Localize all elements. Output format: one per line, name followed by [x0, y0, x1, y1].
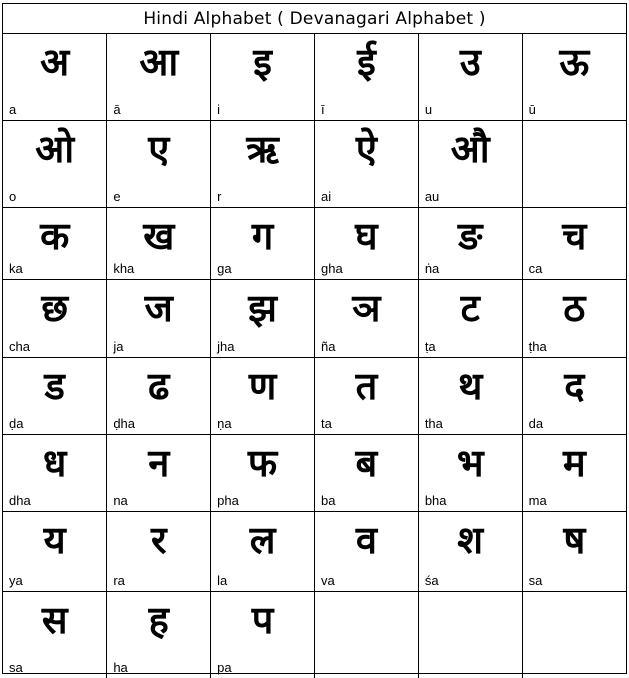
letter-cell — [3, 435, 107, 512]
devanagari-letter: ल — [211, 518, 314, 562]
letter-cell — [3, 121, 107, 208]
letter-cell — [3, 280, 107, 358]
devanagari-letter: थ — [419, 364, 522, 408]
transliteration: ū — [529, 102, 536, 117]
letter-cell — [211, 280, 315, 358]
transliteration: ā — [113, 102, 120, 117]
letter-cell — [418, 592, 522, 678]
devanagari-letter: स — [3, 598, 106, 642]
letter-cell — [3, 512, 107, 592]
letter-cell — [522, 280, 626, 358]
transliteration: ḍa — [9, 416, 23, 431]
transliteration: ra — [113, 573, 125, 588]
devanagari-letter: घ — [315, 214, 418, 258]
transliteration: ha — [113, 660, 127, 675]
letter-cell — [418, 435, 522, 512]
devanagari-letter: झ — [211, 286, 314, 330]
transliteration: ca — [529, 261, 543, 276]
letter-cell — [211, 34, 315, 121]
devanagari-letter: फ — [211, 441, 314, 485]
letter-cell — [522, 592, 626, 678]
devanagari-letter: अ — [3, 40, 106, 84]
letter-cell — [418, 358, 522, 435]
letter-cell — [522, 121, 626, 208]
letter-cell — [107, 208, 211, 280]
transliteration: ña — [321, 339, 335, 354]
letter-cell — [3, 34, 107, 121]
devanagari-letter: ण — [211, 364, 314, 408]
devanagari-letter: ष — [523, 518, 626, 562]
letter-cell — [107, 34, 211, 121]
table-row — [3, 121, 626, 208]
devanagari-letter: क — [3, 214, 106, 258]
devanagari-letter: ह — [107, 598, 210, 642]
devanagari-letter: ब — [315, 441, 418, 485]
transliteration: i — [217, 102, 220, 117]
transliteration: bha — [425, 493, 447, 508]
devanagari-letter: छ — [3, 286, 106, 330]
devanagari-letter: ङ — [419, 214, 522, 258]
devanagari-letter: ढ — [107, 364, 210, 408]
transliteration: ḍha — [113, 416, 135, 431]
transliteration: au — [425, 189, 439, 204]
devanagari-letter: य — [3, 518, 106, 562]
letter-cell — [522, 358, 626, 435]
devanagari-letter: ट — [419, 286, 522, 330]
devanagari-letter: उ — [419, 40, 522, 84]
transliteration: va — [321, 573, 335, 588]
transliteration: ja — [113, 339, 123, 354]
table-row — [3, 208, 626, 280]
letter-cell — [314, 121, 418, 208]
letter-cell — [314, 208, 418, 280]
devanagari-letter: ऐ — [315, 127, 418, 171]
letter-cell — [522, 512, 626, 592]
letter-cell — [314, 358, 418, 435]
transliteration: ṭa — [425, 339, 436, 354]
letter-cell — [314, 512, 418, 592]
letter-cell — [211, 435, 315, 512]
transliteration: ai — [321, 189, 331, 204]
transliteration: la — [217, 573, 227, 588]
letter-cell — [418, 280, 522, 358]
table-row — [3, 435, 626, 512]
alphabet-chart — [2, 3, 627, 674]
devanagari-letter: ख — [107, 214, 210, 258]
letter-cell — [418, 34, 522, 121]
letter-cell — [107, 592, 211, 678]
transliteration: dha — [9, 493, 31, 508]
transliteration: ṇa — [217, 416, 231, 431]
letter-cell — [418, 121, 522, 208]
letter-cell — [3, 358, 107, 435]
letter-cell — [107, 121, 211, 208]
transliteration: cha — [9, 339, 30, 354]
devanagari-letter: ऋ — [211, 127, 314, 171]
devanagari-letter: द — [523, 364, 626, 408]
transliteration: tha — [425, 416, 443, 431]
transliteration: r — [217, 189, 221, 204]
devanagari-letter: आ — [107, 40, 210, 84]
devanagari-letter: ए — [107, 127, 210, 171]
table-row — [3, 358, 626, 435]
devanagari-letter: भ — [419, 441, 522, 485]
table-row — [3, 592, 626, 678]
letter-cell — [418, 208, 522, 280]
devanagari-letter: ञ — [315, 286, 418, 330]
letter-cell — [522, 208, 626, 280]
devanagari-letter: त — [315, 364, 418, 408]
transliteration: pa — [217, 660, 231, 675]
letter-cell — [211, 208, 315, 280]
letter-cell — [522, 435, 626, 512]
letter-cell — [3, 592, 107, 678]
transliteration: jha — [217, 339, 234, 354]
letter-cell — [314, 435, 418, 512]
transliteration: śa — [425, 573, 439, 588]
transliteration: ma — [529, 493, 547, 508]
devanagari-letter: ऊ — [523, 40, 626, 84]
devanagari-letter: ठ — [523, 286, 626, 330]
table-row — [3, 34, 626, 121]
transliteration: ga — [217, 261, 231, 276]
devanagari-letter: ग — [211, 214, 314, 258]
letter-cell — [107, 358, 211, 435]
letter-cell — [107, 280, 211, 358]
transliteration: sa — [9, 660, 23, 675]
letter-cell — [314, 592, 418, 678]
transliteration: ī — [321, 102, 325, 117]
devanagari-letter: च — [523, 214, 626, 258]
devanagari-letter: इ — [211, 40, 314, 84]
devanagari-letter: व — [315, 518, 418, 562]
transliteration: ya — [9, 573, 23, 588]
letter-cell — [107, 435, 211, 512]
letter-cell — [522, 34, 626, 121]
transliteration: o — [9, 189, 16, 204]
table-row — [3, 280, 626, 358]
devanagari-letter: ओ — [3, 127, 106, 171]
transliteration: sa — [529, 573, 543, 588]
devanagari-letter: ज — [107, 286, 210, 330]
letter-cell — [314, 34, 418, 121]
transliteration: ṅa — [425, 261, 439, 276]
devanagari-letter: ध — [3, 441, 106, 485]
transliteration: da — [529, 416, 543, 431]
letter-cell — [211, 358, 315, 435]
letter-cell — [314, 280, 418, 358]
letter-cell — [211, 121, 315, 208]
letter-cell — [107, 512, 211, 592]
alphabet-table — [3, 34, 626, 678]
transliteration: ka — [9, 261, 23, 276]
transliteration: ṭha — [529, 339, 547, 354]
letter-cell — [211, 512, 315, 592]
transliteration: na — [113, 493, 127, 508]
letter-cell — [3, 208, 107, 280]
transliteration: kha — [113, 261, 134, 276]
transliteration: pha — [217, 493, 239, 508]
devanagari-letter: प — [211, 598, 314, 642]
devanagari-letter: ई — [315, 40, 418, 84]
transliteration: a — [9, 102, 16, 117]
devanagari-letter: श — [419, 518, 522, 562]
transliteration: u — [425, 102, 432, 117]
devanagari-letter: म — [523, 441, 626, 485]
page-title: Hindi Alphabet ( Devanagari Alphabet ) — [3, 4, 626, 34]
devanagari-letter: औ — [419, 127, 522, 171]
transliteration: ta — [321, 416, 332, 431]
devanagari-letter: ड — [3, 364, 106, 408]
transliteration: e — [113, 189, 120, 204]
table-row — [3, 512, 626, 592]
letter-cell — [211, 592, 315, 678]
transliteration: ba — [321, 493, 335, 508]
transliteration: gha — [321, 261, 343, 276]
devanagari-letter: न — [107, 441, 210, 485]
letter-cell — [418, 512, 522, 592]
devanagari-letter: र — [107, 518, 210, 562]
